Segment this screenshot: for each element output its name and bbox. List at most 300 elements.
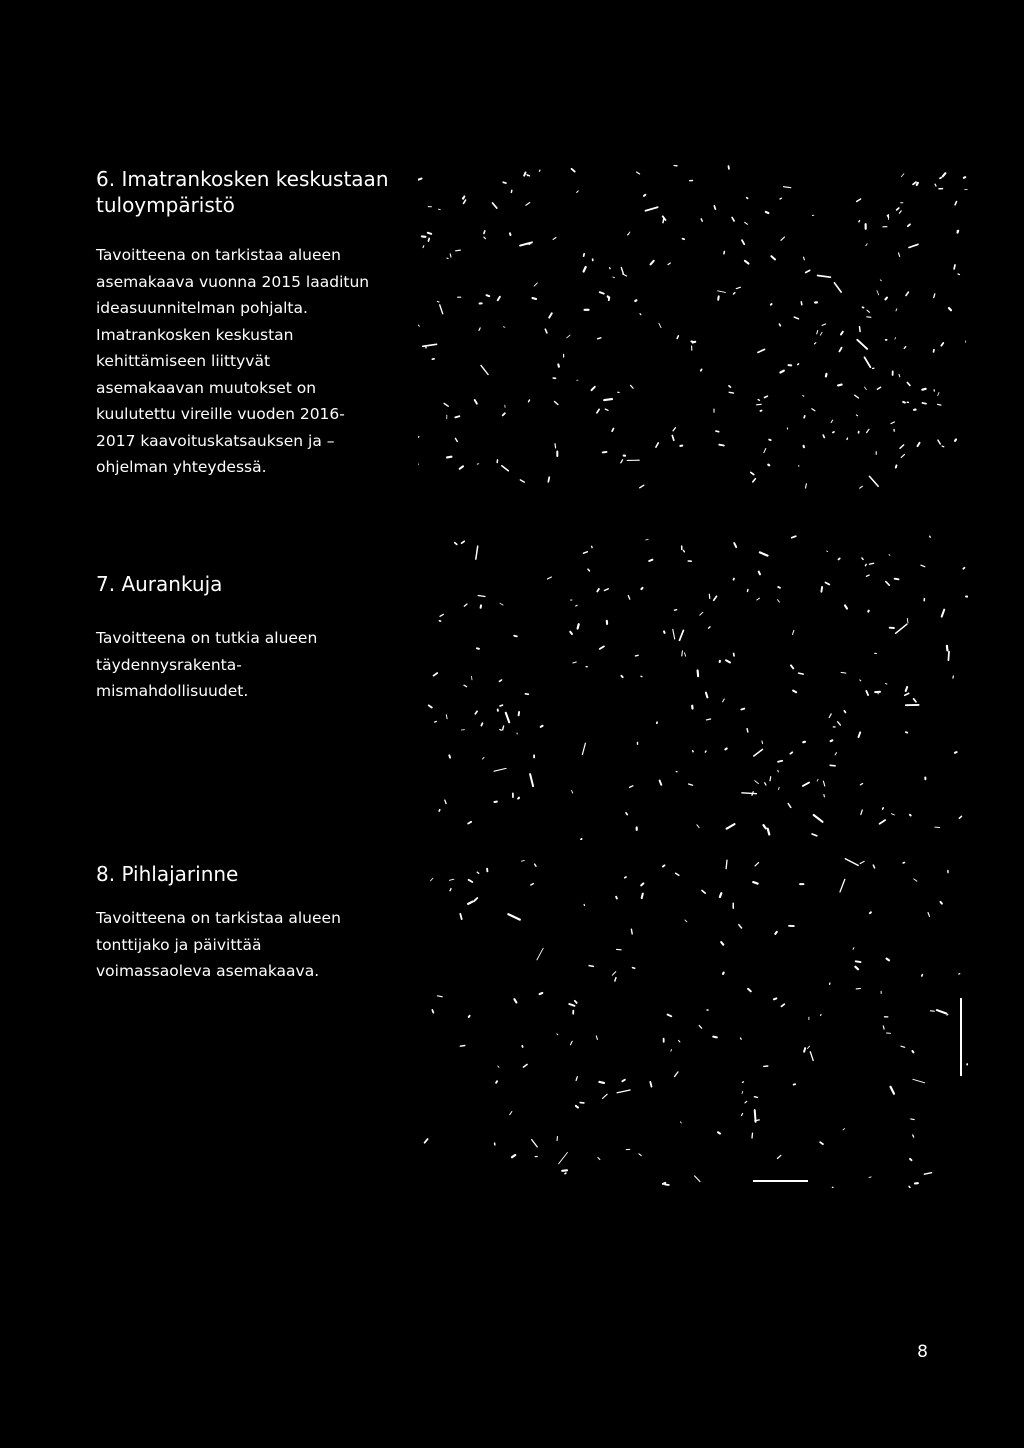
map-speck xyxy=(545,329,547,333)
map-speck xyxy=(840,879,845,892)
map-speck xyxy=(847,438,848,439)
map-speck xyxy=(493,203,497,208)
map-speck xyxy=(435,721,437,722)
map-speck xyxy=(860,784,862,785)
map-speck xyxy=(644,195,646,196)
map-speck xyxy=(954,265,955,269)
map-speck xyxy=(592,546,593,547)
map-speck xyxy=(869,563,873,564)
map-speck xyxy=(778,587,780,588)
map-speck xyxy=(922,403,926,404)
map-speck xyxy=(673,629,675,639)
map-speck xyxy=(576,1077,577,1081)
map-speck xyxy=(603,1094,608,1098)
map-speck xyxy=(803,396,804,397)
map-speck xyxy=(768,465,769,466)
map-speck xyxy=(938,404,941,405)
map-speck xyxy=(753,479,756,482)
map-speck xyxy=(823,435,824,437)
section-text: Tavoitteena on tarkistaa alueen tonttijako ja päivittää voimassaoleva asemakaava. xyxy=(96,909,341,980)
map-speck xyxy=(622,1080,625,1082)
map-speck xyxy=(641,883,643,885)
map-speck xyxy=(895,338,896,340)
map-speck xyxy=(955,752,957,753)
map-speck xyxy=(631,385,634,388)
map-speck xyxy=(468,902,472,904)
map-speck xyxy=(930,536,931,537)
map-speck xyxy=(588,569,590,571)
map-speck xyxy=(695,1176,700,1182)
map-speck xyxy=(418,179,422,180)
map-speck xyxy=(444,403,448,406)
map-speck xyxy=(425,1139,428,1143)
map-speck xyxy=(706,693,708,698)
map-speck xyxy=(751,472,754,474)
map-speck xyxy=(899,211,901,213)
map-speck xyxy=(621,268,623,274)
map-speck xyxy=(455,543,457,545)
map-speck xyxy=(525,694,528,695)
map-speck xyxy=(754,749,763,756)
map-speck xyxy=(510,1112,512,1115)
map-speck xyxy=(714,206,715,209)
section-heading: 8. Pihlajarinne xyxy=(96,862,239,886)
map-speck xyxy=(769,440,771,441)
map-speck xyxy=(723,699,725,702)
map-speck xyxy=(685,920,687,922)
map-speck xyxy=(526,203,530,206)
map-speck xyxy=(558,364,559,366)
map-speck xyxy=(705,751,706,752)
map-speck xyxy=(512,1155,515,1157)
map-speck xyxy=(866,244,867,246)
map-speck xyxy=(770,777,771,781)
map-speck xyxy=(755,781,759,784)
map-speck xyxy=(581,839,582,840)
map-speck xyxy=(675,1072,679,1077)
map-speck xyxy=(726,860,727,869)
map-speck xyxy=(597,589,599,591)
map-speck xyxy=(531,884,534,885)
map-image-aurankuja xyxy=(418,535,968,840)
map-speck xyxy=(855,967,858,970)
map-speck xyxy=(964,177,965,178)
map-speck xyxy=(699,1026,701,1029)
map-speck xyxy=(445,800,446,804)
map-speck xyxy=(765,783,766,785)
map-speck xyxy=(548,477,549,482)
map-speck xyxy=(503,726,504,730)
map-speck xyxy=(766,212,769,213)
map-speck xyxy=(569,1004,574,1006)
map-speck xyxy=(472,676,473,680)
map-speck xyxy=(598,1158,600,1160)
map-speck xyxy=(844,711,845,713)
map-speck xyxy=(869,476,878,486)
map-speck xyxy=(575,1001,577,1003)
map-speck xyxy=(734,579,735,580)
map-speck xyxy=(820,1142,823,1144)
map-speck xyxy=(755,863,759,866)
map-speck xyxy=(449,755,450,757)
map-speck xyxy=(685,653,686,657)
map-speck xyxy=(899,253,900,257)
map-speck xyxy=(616,897,617,899)
map-speck xyxy=(865,357,871,367)
map-speck xyxy=(496,1081,497,1083)
map-speck xyxy=(867,310,869,312)
map-speck xyxy=(897,208,899,210)
map-speck xyxy=(524,173,525,176)
map-speck xyxy=(584,254,585,256)
map-speck xyxy=(938,392,939,395)
map-speck xyxy=(940,178,941,179)
map-speck xyxy=(476,546,478,559)
map-speck xyxy=(947,1014,948,1015)
map-speck xyxy=(914,699,916,702)
map-speck xyxy=(913,1135,914,1137)
map-speck xyxy=(887,959,889,961)
map-speck xyxy=(794,317,798,319)
map-speck xyxy=(727,824,735,829)
map-speck xyxy=(532,298,536,299)
map-speck xyxy=(792,536,796,538)
map-speck xyxy=(806,484,807,488)
section-imatrankoski-center xyxy=(96,166,416,481)
map-speck xyxy=(535,864,536,866)
map-speck xyxy=(592,387,595,390)
map-speck xyxy=(877,387,880,389)
map-speck xyxy=(866,691,868,695)
map-speck xyxy=(487,295,490,296)
map-speck xyxy=(808,1046,810,1048)
map-speck xyxy=(520,480,524,482)
map-speck xyxy=(432,1010,433,1013)
map-speck xyxy=(862,558,863,560)
map-speck xyxy=(742,1082,743,1083)
map-speck xyxy=(683,550,684,551)
map-speck xyxy=(455,416,459,417)
map-speck xyxy=(700,612,703,615)
map-speck xyxy=(914,879,917,881)
map-speck xyxy=(906,687,908,691)
map-speck xyxy=(462,541,465,543)
map-speck xyxy=(716,431,719,432)
map-speck xyxy=(659,323,661,327)
map-speck xyxy=(865,564,866,565)
map-speck xyxy=(682,651,683,656)
map-speck xyxy=(709,627,711,628)
map-speck xyxy=(423,246,424,248)
map-speck xyxy=(646,539,649,540)
map-speck xyxy=(637,172,640,174)
map-speck xyxy=(757,404,762,405)
map-speck xyxy=(859,732,861,737)
map-speck xyxy=(948,652,949,661)
map-speck xyxy=(934,350,935,352)
map-speck xyxy=(768,829,770,835)
map-speck xyxy=(780,371,783,373)
map-speck xyxy=(534,283,537,286)
map-speck xyxy=(820,332,822,335)
map-speck xyxy=(428,238,429,241)
map-speck xyxy=(877,291,879,295)
map-speck xyxy=(900,445,904,448)
map-speck xyxy=(778,761,782,762)
map-speck xyxy=(576,605,578,606)
map-speck xyxy=(887,215,888,217)
map-speck xyxy=(860,680,861,681)
map-speck xyxy=(853,948,854,950)
map-speck xyxy=(906,292,908,295)
map-speck xyxy=(870,912,871,913)
map-speck xyxy=(469,1016,470,1017)
map-speck xyxy=(903,402,905,403)
map-speck xyxy=(865,387,867,390)
map-speck xyxy=(605,409,608,410)
map-speck xyxy=(760,552,768,555)
map-speck xyxy=(718,1132,720,1133)
map-speck xyxy=(909,244,918,247)
map-speck xyxy=(859,221,860,222)
map-speck xyxy=(781,237,785,240)
map-speck xyxy=(826,583,830,585)
map-speck xyxy=(742,1091,743,1093)
map-speck xyxy=(437,301,439,302)
map-speck xyxy=(693,751,694,752)
map-speck xyxy=(771,256,775,259)
map-speck xyxy=(740,1038,741,1039)
map-speck xyxy=(822,324,826,325)
map-speck xyxy=(612,972,616,976)
map-speck xyxy=(780,198,781,199)
map-speck xyxy=(650,1082,651,1087)
map-speck xyxy=(755,1120,759,1121)
map-speck xyxy=(446,715,447,719)
map-speck xyxy=(741,709,744,710)
map-speck xyxy=(691,341,695,342)
map-image-pihlajarinne xyxy=(418,858,968,1188)
map-speck xyxy=(880,820,886,824)
map-speck xyxy=(549,313,552,317)
map-speck xyxy=(777,1155,780,1158)
map-speck xyxy=(866,575,869,576)
map-speck xyxy=(752,1133,753,1138)
map-speck xyxy=(584,552,588,553)
map-speck xyxy=(456,250,461,251)
map-speck xyxy=(460,1046,465,1047)
map-speck xyxy=(911,1119,915,1120)
map-speck xyxy=(758,349,765,352)
map-speck xyxy=(959,816,961,818)
map-speck xyxy=(788,804,791,808)
map-speck xyxy=(484,237,486,239)
map-speck xyxy=(499,680,501,681)
map-speck xyxy=(718,296,719,299)
map-speck xyxy=(812,834,817,836)
map-speck xyxy=(843,1129,844,1130)
map-speck xyxy=(635,300,636,301)
map-speck xyxy=(464,200,466,203)
map-speck xyxy=(663,1183,665,1184)
map-speck xyxy=(841,332,843,335)
map-speck xyxy=(714,596,717,600)
map-speck xyxy=(778,770,779,772)
map-speck xyxy=(886,582,890,586)
map-speck xyxy=(455,438,457,441)
map-speck xyxy=(547,577,551,579)
map-speck xyxy=(812,409,815,411)
map-speck xyxy=(917,183,918,185)
map-speck xyxy=(758,400,759,401)
map-speck xyxy=(460,914,461,919)
map-speck xyxy=(880,280,881,281)
map-speck xyxy=(514,636,517,637)
map-speck xyxy=(668,263,670,265)
map-speck xyxy=(806,270,810,272)
map-speck xyxy=(680,1122,681,1123)
map-speckle xyxy=(418,858,968,1188)
map-speck xyxy=(958,231,959,233)
map-speck xyxy=(438,209,440,210)
map-speck xyxy=(625,877,626,878)
map-speck xyxy=(829,714,831,718)
map-speck xyxy=(672,436,674,441)
map-speck xyxy=(764,825,766,828)
map-speck xyxy=(680,630,684,640)
map-speck xyxy=(623,274,627,276)
map-speck xyxy=(928,913,930,917)
map-speck xyxy=(484,231,485,234)
map-speck xyxy=(742,1114,743,1116)
map-speck xyxy=(598,338,601,339)
map-speck xyxy=(723,973,724,974)
map-speck xyxy=(664,631,665,633)
map-speck xyxy=(942,610,945,617)
map-speck xyxy=(839,558,840,559)
map-speck xyxy=(918,443,920,446)
map-speck xyxy=(754,1097,757,1098)
map-speck xyxy=(523,1064,527,1067)
map-speck xyxy=(450,254,451,257)
map-speck xyxy=(924,1173,931,1175)
map-speck xyxy=(963,568,964,569)
map-speck xyxy=(577,191,579,193)
map-speck xyxy=(439,810,440,811)
map-speck xyxy=(790,752,792,754)
section-heading: 7. Aurankuja xyxy=(96,572,223,596)
map-speck xyxy=(718,291,726,293)
map-speck xyxy=(943,173,946,176)
map-speck xyxy=(677,336,678,339)
map-speck xyxy=(899,374,900,377)
map-speck xyxy=(610,268,611,269)
map-speck xyxy=(747,198,748,199)
map-speck xyxy=(830,765,835,766)
map-speck xyxy=(604,589,608,591)
map-speck xyxy=(883,1026,884,1029)
map-speck xyxy=(615,978,616,982)
map-speck xyxy=(603,452,607,453)
map-speck xyxy=(907,383,910,386)
map-speck xyxy=(540,993,543,994)
map-speck xyxy=(646,207,658,211)
map-speck xyxy=(855,395,859,398)
map-speck xyxy=(867,317,871,318)
map-speck xyxy=(621,676,622,678)
map-speck xyxy=(896,309,897,311)
map-speck xyxy=(477,648,479,649)
map-speck xyxy=(937,1010,947,1013)
map-speck xyxy=(676,873,679,875)
map-speck xyxy=(482,757,484,759)
map-speck xyxy=(701,219,702,221)
map-speck xyxy=(856,961,861,962)
map-speck xyxy=(896,624,907,633)
map-speck xyxy=(668,1015,672,1017)
map-speck xyxy=(860,861,864,863)
map-speck xyxy=(831,420,833,423)
map-speck xyxy=(891,422,895,424)
map-speck xyxy=(935,184,936,186)
map-speck xyxy=(823,781,824,786)
map-speck xyxy=(530,774,533,786)
map-speck xyxy=(845,859,858,866)
map-speck xyxy=(821,587,822,592)
map-speck xyxy=(824,795,825,797)
map-speck xyxy=(514,999,516,1002)
map-speck xyxy=(481,723,482,726)
map-speck xyxy=(804,257,805,260)
map-speck xyxy=(532,1140,538,1147)
map-speck xyxy=(640,485,644,488)
map-speck xyxy=(464,685,467,687)
map-speck xyxy=(500,705,503,706)
map-speck xyxy=(953,676,954,678)
map-speck xyxy=(814,343,816,344)
map-speck xyxy=(671,1049,672,1051)
map-speck xyxy=(559,1153,568,1164)
map-speck xyxy=(639,1154,641,1156)
map-speck xyxy=(642,894,643,899)
section-pihlajarinne xyxy=(96,861,416,985)
map-speck xyxy=(477,464,479,465)
map-speck xyxy=(909,1186,912,1188)
map-speck xyxy=(779,324,780,326)
section-text: Tavoitteena on tutkia alueen täydennysrakenta- mismahdollisuudet. xyxy=(96,629,318,700)
map-speck xyxy=(474,898,477,901)
map-speck xyxy=(748,989,751,992)
map-speck xyxy=(784,187,791,188)
map-speck xyxy=(860,327,861,332)
map-speck xyxy=(631,929,632,934)
map-speck xyxy=(434,673,438,676)
map-speck xyxy=(817,779,818,781)
map-speck xyxy=(600,292,604,293)
map-speck xyxy=(724,252,725,254)
map-speck xyxy=(720,893,721,897)
map-speck xyxy=(508,914,519,919)
map-speck xyxy=(775,932,777,934)
map-speck xyxy=(834,283,841,292)
map-speck xyxy=(955,202,956,205)
map-speck xyxy=(599,1082,604,1083)
map-speck xyxy=(447,457,451,458)
map-speck xyxy=(626,813,627,815)
map-speck xyxy=(597,409,599,412)
map-speck xyxy=(905,693,909,695)
map-speck xyxy=(675,610,677,611)
